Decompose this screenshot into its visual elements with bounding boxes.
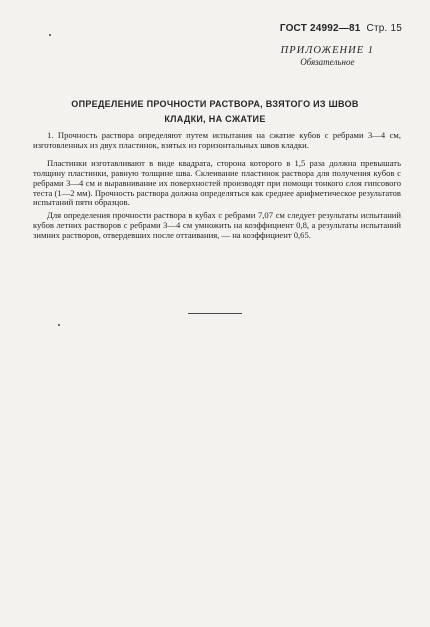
- paragraph-1: 1. Прочность раствора определяют путем испытания на сжатие кубов с ребрами 3—4 см, изготовленных из двух пластинок, взятых из горизонтальных швов кладки.: [33, 130, 401, 150]
- body-text: [33, 131, 401, 249]
- scan-speck: [58, 324, 60, 326]
- appendix-status: Обязательное: [300, 57, 355, 67]
- appendix-title: ПРИЛОЖЕНИЕ 1: [280, 45, 374, 56]
- appendix-block: [281, 45, 374, 67]
- section-title: [40, 97, 390, 126]
- paragraph-3: Для определения прочности раствора в кубах с ребрами 7,07 см следует результаты испытаний кубов летних растворов с ребрами 3—4 см умножить на коэффициент 0,8, а результаты испытаний зимних растворов, отвердевших после оттаивания, — на коэффициент 0,65.: [33, 210, 401, 241]
- section-title-line-1: ОПРЕДЕЛЕНИЕ ПРОЧНОСТИ РАСТВОРА, ВЗЯТОГО ИЗ ШВОВ: [71, 99, 359, 109]
- section-title-line-2: КЛАДКИ, НА СЖАТИЕ: [164, 113, 266, 124]
- page-header: [280, 23, 402, 34]
- paragraph-2: Пластинки изготавливают в виде квадрата, сторона которого в 1,5 раза должна превышать толщину пластинки, равную толщине шва. Склеивание пластинок раствора для получения кубов с ребрами 3—4 см и выравнивание их поверхностей производят при помощи тонкого слоя гипсового теста (1—2 мм). Прочность раствора должна определяться как среднее арифметическое результатов испытаний пяти образцов.: [33, 157, 401, 208]
- scan-speck: [49, 34, 51, 36]
- end-rule: [188, 313, 242, 314]
- page-number: Стр. 15: [366, 23, 402, 34]
- standard-number: ГОСТ 24992—81: [279, 23, 361, 34]
